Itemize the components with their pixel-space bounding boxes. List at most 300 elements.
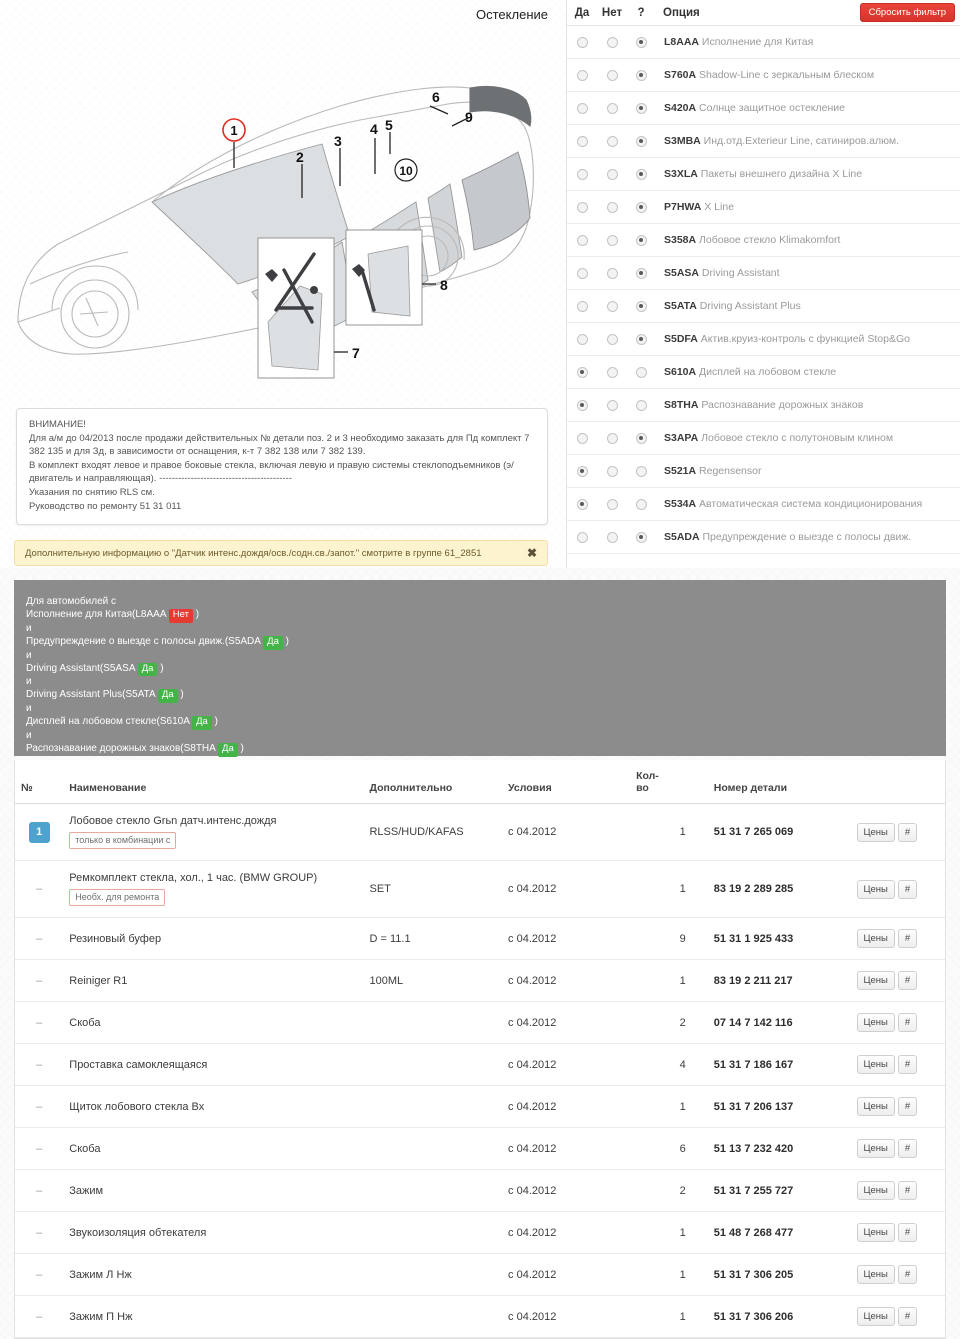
cell-quantity: 2 bbox=[630, 1002, 708, 1044]
filter-condition-suffix: ) bbox=[192, 608, 200, 620]
radio-unknown[interactable] bbox=[636, 400, 647, 411]
option-cell-no bbox=[597, 136, 627, 147]
option-label bbox=[664, 234, 840, 246]
cell-name bbox=[63, 1296, 363, 1338]
row-number-dash: – bbox=[36, 1100, 43, 1113]
header-qty-line1: Кол- bbox=[636, 770, 659, 782]
filter-state-badge: Да bbox=[138, 663, 158, 677]
option-cell-yes bbox=[567, 268, 597, 279]
cell-actions bbox=[851, 1086, 946, 1128]
option-cell-yes bbox=[567, 532, 597, 543]
radio-no[interactable] bbox=[607, 70, 618, 81]
option-cell-yes bbox=[567, 235, 597, 246]
option-cell-yes bbox=[567, 334, 597, 345]
filter-state-badge: Нет bbox=[169, 609, 193, 623]
option-code: S8THA bbox=[664, 399, 699, 411]
hash-button[interactable]: # bbox=[898, 1097, 917, 1116]
part-name: Проставка самоклеящаяся bbox=[69, 1058, 208, 1071]
option-cell-unknown bbox=[627, 400, 655, 411]
option-description: Shadow-Line с зеркальным блеском bbox=[696, 69, 875, 81]
radio-yes[interactable] bbox=[577, 37, 588, 48]
option-code: S3MBA bbox=[664, 135, 701, 147]
radio-unknown[interactable] bbox=[636, 103, 647, 114]
filter-condition-text: Предупреждение о выезде с полосы движ.(S5ADA bbox=[26, 635, 264, 647]
svg-text:4: 4 bbox=[370, 121, 378, 137]
cell-condition: с 04.2012 bbox=[502, 1170, 630, 1212]
option-cell-no bbox=[597, 301, 627, 312]
option-code: S5ASA bbox=[664, 267, 700, 279]
option-cell-yes bbox=[567, 136, 597, 147]
radio-yes[interactable] bbox=[577, 466, 588, 477]
option-cell-unknown bbox=[627, 433, 655, 444]
svg-text:5: 5 bbox=[385, 117, 393, 133]
option-cell-unknown bbox=[627, 268, 655, 279]
part-number: 51 31 7 265 069 bbox=[713, 826, 794, 838]
radio-no[interactable] bbox=[607, 103, 618, 114]
cell-extra: SET bbox=[363, 861, 502, 918]
cell-extra bbox=[363, 1212, 502, 1254]
filter-state-badge: Да bbox=[263, 636, 283, 650]
header-part: Номер детали bbox=[708, 760, 851, 804]
cell-quantity: 1 bbox=[630, 861, 708, 918]
radio-yes[interactable] bbox=[577, 400, 588, 411]
option-label bbox=[664, 465, 761, 477]
option-cell-no bbox=[597, 433, 627, 444]
cell-quantity: 1 bbox=[630, 804, 708, 861]
cell-part-number bbox=[708, 1296, 851, 1338]
radio-unknown[interactable] bbox=[636, 169, 647, 180]
hash-button[interactable]: # bbox=[898, 971, 917, 990]
cell-actions bbox=[851, 804, 946, 861]
radio-unknown[interactable] bbox=[636, 301, 647, 312]
radio-yes[interactable] bbox=[577, 235, 588, 246]
header-cond: Условия bbox=[502, 760, 630, 804]
cell-number bbox=[15, 1128, 63, 1170]
radio-unknown[interactable] bbox=[636, 70, 647, 81]
note-line-4: Руководство по ремонту 51 31 011 bbox=[29, 500, 182, 512]
option-row bbox=[567, 356, 960, 389]
option-row bbox=[567, 191, 960, 224]
cell-actions bbox=[851, 861, 946, 918]
option-row bbox=[567, 257, 960, 290]
option-cell-unknown bbox=[627, 334, 655, 345]
radio-unknown[interactable] bbox=[636, 235, 647, 246]
hash-button[interactable]: # bbox=[898, 1139, 917, 1158]
option-description: Пакеты внешнего дизайна X Line bbox=[697, 168, 863, 180]
part-number: 51 31 7 206 137 bbox=[713, 1100, 794, 1113]
cell-name bbox=[63, 1002, 363, 1044]
table-row[interactable] bbox=[15, 1128, 945, 1170]
part-name: Reiniger R1 bbox=[69, 974, 128, 987]
header-num: № bbox=[15, 760, 63, 804]
filter-condition bbox=[26, 743, 946, 757]
prices-button[interactable]: Цены bbox=[857, 1265, 895, 1284]
options-panel bbox=[566, 0, 960, 568]
option-description: Актив.круиз-контроль с функцией Stop&Go bbox=[697, 333, 910, 345]
table-row[interactable] bbox=[15, 918, 945, 960]
table-row[interactable] bbox=[15, 1044, 945, 1086]
radio-unknown[interactable] bbox=[636, 334, 647, 345]
option-row bbox=[567, 323, 960, 356]
cell-condition: с 04.2012 bbox=[502, 1254, 630, 1296]
reset-filter-button[interactable]: Сбросить фильтр bbox=[860, 3, 955, 22]
part-number: 51 31 7 186 167 bbox=[713, 1058, 794, 1071]
option-code: S521A bbox=[664, 465, 697, 477]
diagram-panel bbox=[0, 0, 566, 568]
option-row bbox=[567, 488, 960, 521]
radio-unknown[interactable] bbox=[636, 466, 647, 477]
part-number: 83 19 2 211 217 bbox=[713, 974, 793, 987]
prices-button[interactable]: Цены bbox=[857, 1181, 895, 1200]
option-cell-yes bbox=[567, 169, 597, 180]
note-heading: ВНИМАНИЕ! bbox=[29, 419, 86, 430]
part-name: Скоба bbox=[69, 1142, 101, 1155]
option-cell-yes bbox=[567, 466, 597, 477]
option-cell-no bbox=[597, 70, 627, 81]
cell-name bbox=[63, 804, 363, 861]
option-label bbox=[664, 399, 863, 411]
filter-intro: Для автомобилей с bbox=[26, 596, 116, 607]
radio-no[interactable] bbox=[607, 367, 618, 378]
header-name: Наименование bbox=[63, 760, 363, 804]
option-label bbox=[664, 333, 910, 345]
row-number-dash: – bbox=[36, 1226, 43, 1239]
radio-no[interactable] bbox=[607, 433, 618, 444]
cell-quantity: 1 bbox=[630, 1254, 708, 1296]
options-list bbox=[567, 26, 960, 554]
cell-actions bbox=[851, 1254, 946, 1296]
filter-conditions bbox=[26, 609, 946, 757]
cell-quantity: 1 bbox=[630, 1086, 708, 1128]
hash-button[interactable]: # bbox=[898, 929, 917, 948]
option-row bbox=[567, 224, 960, 257]
parts-table bbox=[15, 760, 945, 1338]
option-cell-unknown bbox=[627, 466, 655, 477]
filter-state-badge: Да bbox=[192, 716, 212, 730]
part-name: Зажим П Нж bbox=[69, 1310, 133, 1323]
cell-extra: RLSS/HUD/KAFAS bbox=[363, 804, 502, 861]
option-cell-unknown bbox=[627, 301, 655, 312]
option-cell-no bbox=[597, 334, 627, 345]
cell-number bbox=[15, 1170, 63, 1212]
radio-yes[interactable] bbox=[577, 499, 588, 510]
cell-part-number bbox=[708, 1002, 851, 1044]
radio-yes[interactable] bbox=[577, 367, 588, 378]
option-code: S3APA bbox=[664, 432, 699, 444]
option-cell-yes bbox=[567, 499, 597, 510]
cell-name bbox=[63, 960, 363, 1002]
prices-button[interactable]: Цены bbox=[857, 1139, 895, 1158]
option-cell-unknown bbox=[627, 103, 655, 114]
radio-no[interactable] bbox=[607, 169, 618, 180]
part-name: Скоба bbox=[69, 1016, 101, 1029]
cell-name bbox=[63, 861, 363, 918]
option-cell-unknown bbox=[627, 202, 655, 213]
filter-condition bbox=[26, 689, 946, 703]
cell-part-number bbox=[708, 804, 851, 861]
cell-name bbox=[63, 1212, 363, 1254]
option-cell-no bbox=[597, 466, 627, 477]
svg-text:8: 8 bbox=[440, 277, 448, 293]
cell-condition: с 04.2012 bbox=[502, 804, 630, 861]
filter-condition-suffix: ) bbox=[282, 635, 289, 647]
radio-unknown[interactable] bbox=[636, 433, 647, 444]
svg-text:7: 7 bbox=[352, 345, 360, 361]
filter-conjunction: и bbox=[26, 730, 32, 742]
radio-no[interactable] bbox=[607, 202, 618, 213]
cell-extra: 100ML bbox=[363, 960, 502, 1002]
option-cell-unknown bbox=[627, 235, 655, 246]
attention-note bbox=[16, 408, 548, 525]
option-cell-yes bbox=[567, 37, 597, 48]
cell-quantity: 1 bbox=[630, 1296, 708, 1338]
cell-actions bbox=[851, 1170, 946, 1212]
cell-part-number bbox=[708, 1170, 851, 1212]
filter-condition-text: Распознавание дорожных знаков(S8THA bbox=[26, 742, 219, 754]
radio-no[interactable] bbox=[607, 37, 618, 48]
part-number: 51 31 7 306 206 bbox=[713, 1310, 794, 1323]
option-description: Лобовое стекло Klimakomfort bbox=[696, 234, 841, 246]
option-row bbox=[567, 422, 960, 455]
filter-condition-text: Исполнение для Китая(L8AAA bbox=[26, 608, 169, 620]
hash-button[interactable]: # bbox=[898, 1223, 917, 1242]
option-label bbox=[664, 300, 801, 312]
radio-yes[interactable] bbox=[577, 103, 588, 114]
cell-actions bbox=[851, 1128, 946, 1170]
filter-condition-text: Дисплей на лобовом стекле(S610A bbox=[26, 716, 193, 728]
option-code: S610A bbox=[664, 366, 697, 378]
cell-condition: с 04.2012 bbox=[502, 861, 630, 918]
option-cell-no bbox=[597, 169, 627, 180]
radio-yes[interactable] bbox=[577, 433, 588, 444]
cell-quantity: 9 bbox=[630, 918, 708, 960]
diagram-title: Остекление bbox=[476, 7, 548, 22]
table-row[interactable] bbox=[15, 1212, 945, 1254]
option-label bbox=[664, 498, 922, 510]
radio-unknown[interactable] bbox=[636, 367, 647, 378]
hash-button[interactable]: # bbox=[898, 1055, 917, 1074]
option-description: Исполнение для Китая bbox=[699, 36, 814, 48]
hash-button[interactable]: # bbox=[898, 1013, 917, 1032]
cell-number bbox=[15, 1212, 63, 1254]
info-bar-text: Дополнительную информацию о "Датчик интенс.дождя/осв./содн.св./запот." смотрите в группе 61_2851 bbox=[25, 547, 482, 559]
part-number: 51 31 1 925 433 bbox=[713, 932, 794, 945]
radio-no[interactable] bbox=[607, 400, 618, 411]
radio-yes[interactable] bbox=[577, 532, 588, 543]
row-number-dash: – bbox=[36, 1058, 43, 1071]
part-name: Резиновый буфер bbox=[69, 932, 162, 945]
part-number: 07 14 7 142 116 bbox=[713, 1016, 793, 1029]
radio-yes[interactable] bbox=[577, 334, 588, 345]
table-row[interactable] bbox=[15, 960, 945, 1002]
part-name: Зажим bbox=[69, 1184, 104, 1197]
radio-no[interactable] bbox=[607, 268, 618, 279]
option-cell-yes bbox=[567, 367, 597, 378]
prices-button[interactable]: Цены bbox=[857, 929, 895, 948]
prices-button[interactable]: Цены bbox=[857, 1223, 895, 1242]
option-code: S358A bbox=[664, 234, 697, 246]
radio-unknown[interactable] bbox=[636, 532, 647, 543]
column-option: Опция bbox=[663, 6, 700, 19]
table-row[interactable] bbox=[15, 1254, 945, 1296]
filter-conjunction: и bbox=[26, 676, 32, 688]
option-description: Лобовое стекло с полутоновым клином bbox=[698, 432, 894, 444]
header-qty-line2: во bbox=[636, 782, 649, 794]
radio-yes[interactable] bbox=[577, 202, 588, 213]
table-row[interactable] bbox=[15, 804, 945, 861]
option-cell-no bbox=[597, 202, 627, 213]
option-code: S420A bbox=[664, 102, 697, 114]
option-row bbox=[567, 92, 960, 125]
radio-unknown[interactable] bbox=[636, 499, 647, 510]
radio-yes[interactable] bbox=[577, 136, 588, 147]
option-label bbox=[664, 135, 899, 147]
filter-conjunction: и bbox=[26, 622, 32, 634]
row-number-dash: – bbox=[36, 974, 43, 987]
radio-no[interactable] bbox=[607, 466, 618, 477]
cell-condition: с 04.2012 bbox=[502, 1086, 630, 1128]
close-icon[interactable]: ✖ bbox=[526, 546, 537, 560]
table-row[interactable] bbox=[15, 1170, 945, 1212]
filter-condition-suffix: ) bbox=[237, 742, 244, 754]
prices-button[interactable]: Цены bbox=[857, 971, 895, 990]
cell-extra bbox=[363, 1086, 502, 1128]
column-unknown: ? bbox=[637, 6, 645, 19]
radio-yes[interactable] bbox=[577, 70, 588, 81]
cell-number bbox=[15, 1002, 63, 1044]
table-row[interactable] bbox=[15, 1296, 945, 1338]
cell-condition: с 04.2012 bbox=[502, 960, 630, 1002]
cell-quantity: 1 bbox=[630, 1212, 708, 1254]
option-code: L8AAA bbox=[664, 36, 700, 48]
hash-button[interactable]: # bbox=[898, 880, 917, 899]
cell-extra bbox=[363, 1128, 502, 1170]
cell-quantity: 1 bbox=[630, 960, 708, 1002]
option-label bbox=[664, 69, 874, 81]
cell-condition: с 04.2012 bbox=[502, 918, 630, 960]
option-cell-yes bbox=[567, 400, 597, 411]
prices-button[interactable]: Цены bbox=[857, 1097, 895, 1116]
option-row bbox=[567, 389, 960, 422]
svg-text:2: 2 bbox=[296, 149, 304, 165]
car-diagram-svg bbox=[0, 22, 560, 402]
prices-button[interactable]: Цены bbox=[857, 823, 895, 842]
option-description: Regensensor bbox=[696, 465, 762, 477]
cell-extra bbox=[363, 1002, 502, 1044]
part-flag-badge: Необх. для ремонта bbox=[69, 889, 165, 906]
hash-button[interactable]: # bbox=[898, 823, 917, 842]
prices-button[interactable]: Цены bbox=[857, 1055, 895, 1074]
option-cell-no bbox=[597, 37, 627, 48]
option-cell-yes bbox=[567, 433, 597, 444]
filter-state-badge: Да bbox=[218, 743, 238, 757]
radio-yes[interactable] bbox=[577, 301, 588, 312]
option-cell-yes bbox=[567, 103, 597, 114]
radio-no[interactable] bbox=[607, 334, 618, 345]
cell-number bbox=[15, 861, 63, 918]
cell-number bbox=[15, 804, 63, 861]
row-number-dash: – bbox=[36, 883, 43, 895]
part-name: Зажим Л Нж bbox=[69, 1268, 132, 1281]
option-label bbox=[664, 267, 780, 279]
option-label bbox=[664, 531, 911, 543]
prices-button[interactable]: Цены bbox=[857, 880, 895, 899]
prices-button[interactable]: Цены bbox=[857, 1307, 895, 1326]
part-number: 51 13 7 232 420 bbox=[713, 1142, 794, 1155]
cell-name bbox=[63, 918, 363, 960]
option-cell-no bbox=[597, 532, 627, 543]
option-cell-yes bbox=[567, 301, 597, 312]
cell-part-number bbox=[708, 1086, 851, 1128]
option-label bbox=[664, 102, 845, 114]
cell-condition: с 04.2012 bbox=[502, 1002, 630, 1044]
filter-condition bbox=[26, 716, 946, 730]
table-row[interactable] bbox=[15, 861, 945, 918]
filter-condition-suffix: ) bbox=[157, 662, 164, 674]
part-name: Звукоизоляция обтекателя bbox=[69, 1226, 207, 1239]
row-number-dash: – bbox=[36, 1142, 43, 1155]
svg-text:9: 9 bbox=[465, 109, 473, 125]
cell-number bbox=[15, 1296, 63, 1338]
cell-part-number bbox=[708, 1044, 851, 1086]
option-description: Распознавание дорожных знаков bbox=[698, 399, 864, 411]
row-number-dash: – bbox=[36, 1310, 43, 1323]
radio-unknown[interactable] bbox=[636, 136, 647, 147]
radio-no[interactable] bbox=[607, 136, 618, 147]
cell-part-number bbox=[708, 1254, 851, 1296]
radio-yes[interactable] bbox=[577, 169, 588, 180]
option-label bbox=[664, 366, 836, 378]
hash-button[interactable]: # bbox=[898, 1181, 917, 1200]
option-description: Driving Assistant bbox=[699, 267, 780, 279]
radio-no[interactable] bbox=[607, 499, 618, 510]
part-flag-badge: только в комбинации с bbox=[69, 832, 176, 849]
hash-button[interactable]: # bbox=[898, 1265, 917, 1284]
prices-button[interactable]: Цены bbox=[857, 1013, 895, 1032]
option-code: S760A bbox=[664, 69, 697, 81]
option-row bbox=[567, 290, 960, 323]
table-row[interactable] bbox=[15, 1086, 945, 1128]
table-row[interactable] bbox=[15, 1002, 945, 1044]
option-cell-unknown bbox=[627, 499, 655, 510]
option-cell-yes bbox=[567, 70, 597, 81]
radio-unknown[interactable] bbox=[636, 202, 647, 213]
part-number: 51 31 7 255 727 bbox=[713, 1184, 794, 1197]
filter-condition bbox=[26, 663, 946, 677]
part-number: 83 19 2 289 285 bbox=[713, 883, 794, 895]
cell-actions bbox=[851, 960, 946, 1002]
cell-name bbox=[63, 1086, 363, 1128]
cell-actions bbox=[851, 1044, 946, 1086]
cell-quantity: 6 bbox=[630, 1128, 708, 1170]
svg-text:6: 6 bbox=[432, 89, 440, 105]
option-row bbox=[567, 455, 960, 488]
radio-no[interactable] bbox=[607, 235, 618, 246]
cell-name bbox=[63, 1044, 363, 1086]
radio-yes[interactable] bbox=[577, 268, 588, 279]
radio-no[interactable] bbox=[607, 301, 618, 312]
option-label bbox=[664, 36, 813, 48]
hash-button[interactable]: # bbox=[898, 1307, 917, 1326]
option-cell-no bbox=[597, 400, 627, 411]
radio-no[interactable] bbox=[607, 532, 618, 543]
radio-unknown[interactable] bbox=[636, 37, 647, 48]
filter-condition bbox=[26, 636, 946, 650]
radio-unknown[interactable] bbox=[636, 268, 647, 279]
note-line-1: Для а/м до 04/2013 после продажи действительных № детали поз. 2 и 3 необходимо заказать для Пд комплект 7 382 135 и для Зд, в зависимости от оснащения, к-т 7 382 138 или 7 382 139. bbox=[29, 432, 530, 458]
option-description: X Line bbox=[701, 201, 735, 213]
svg-text:1: 1 bbox=[230, 123, 238, 138]
